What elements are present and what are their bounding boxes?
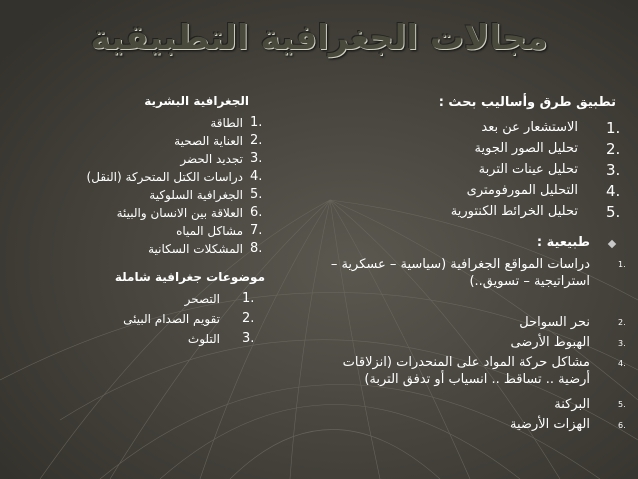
natural-item-cont: أرضية .. تساقط .. انسياب أو تدفق التربة) [364, 372, 590, 387]
methods-header: تطبيق طرق وأساليب بحث : [438, 95, 616, 110]
human-item: دراسات الكتل المتحركة (النقل) [86, 170, 243, 184]
comprehensive-num: 3. [242, 331, 255, 346]
method-item: تحليل الخرائط الكنتورية [450, 204, 578, 219]
natural-item: مشاكل حركة المواد على المنحدرات (انزلاقات [342, 355, 590, 370]
page-title: مجالات الجغرافية التطبيقية [90, 18, 548, 58]
natural-item: دراسات المواقع الجغرافية (سياسية – عسكرية – [330, 257, 590, 272]
method-item: التحليل المورفومترى [466, 183, 578, 198]
comprehensive-header: موضوعات جغرافية شاملة [114, 270, 265, 284]
comprehensive-num: 2. [242, 311, 255, 326]
natural-num: 1. [618, 260, 626, 269]
method-num: 4. [606, 182, 621, 200]
method-item: تحليل الصور الجوية [474, 141, 578, 156]
human-num: 7. [250, 223, 263, 238]
method-item: الاستشعار عن بعد [481, 120, 578, 135]
human-item: الجغرافية السلوكية [149, 188, 243, 202]
natural-num: 2. [618, 318, 626, 327]
human-num: 8. [250, 241, 263, 256]
natural-item: الهبوط الأرضى [510, 335, 590, 350]
natural-item-cont: استراتيجية – تسويق..) [469, 274, 590, 289]
natural-num: 5. [618, 400, 626, 409]
human-num: 6. [250, 205, 263, 220]
natural-header: طبيعية : [536, 235, 590, 250]
human-item: العناية الصحية [174, 134, 243, 148]
human-item: العلاقة بين الانسان والبيئة [116, 206, 243, 220]
natural-num: 6. [618, 421, 626, 430]
method-num: 2. [606, 140, 621, 158]
comprehensive-item: التلوث [187, 332, 220, 346]
comprehensive-item: تقويم الصدام البيئى [123, 312, 220, 326]
natural-num: 4. [618, 359, 626, 368]
method-num: 5. [606, 203, 621, 221]
human-item: تجديد الحضر [180, 152, 243, 166]
human-num: 2. [250, 133, 263, 148]
natural-item: الهزات الأرضية [510, 417, 590, 432]
comprehensive-num: 1. [242, 291, 255, 306]
method-num: 3. [606, 161, 621, 179]
human-num: 4. [250, 169, 263, 184]
human-header: الجغرافية البشرية [144, 94, 249, 108]
natural-item: نحر السواحل [519, 315, 590, 330]
human-num: 5. [250, 187, 263, 202]
human-num: 3. [250, 151, 263, 166]
method-item: تحليل عينات التربة [478, 162, 578, 177]
human-item: الطاقة [210, 116, 243, 130]
natural-item: البركنة [554, 397, 590, 412]
human-num: 1. [250, 115, 263, 130]
comprehensive-item: التصحر [184, 292, 220, 306]
human-item: مشاكل المياه [176, 224, 243, 238]
natural-num: 3. [618, 339, 626, 348]
human-item: المشكلات السكانية [148, 242, 243, 256]
method-num: 1. [606, 119, 621, 137]
